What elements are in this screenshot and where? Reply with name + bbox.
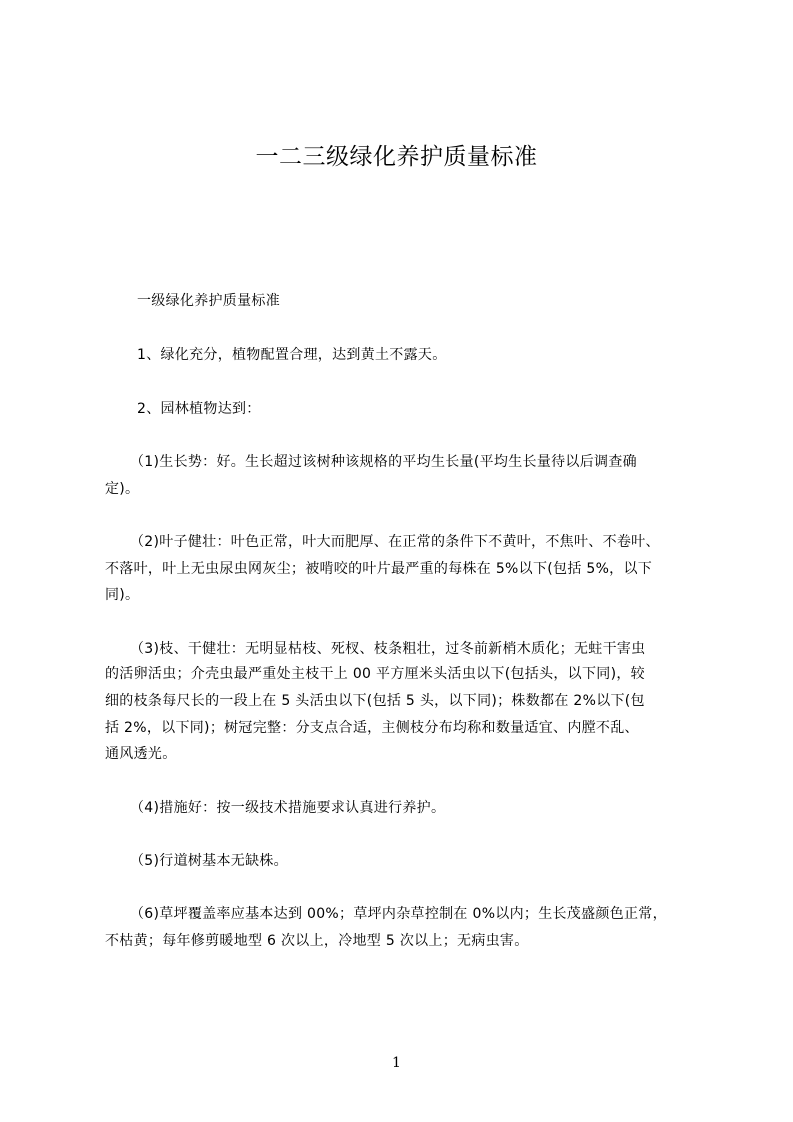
- paragraph-line: （1)生长势：好。生长超过该树种该规格的平均生长量(平均生长量待以后调查确: [130, 454, 637, 470]
- paragraph-line: 的活卵活虫；介壳虫最严重处主枝干上 00 平方厘米头活虫以下(包括头，以下同)，较: [105, 666, 645, 682]
- item-1: 1、绿化充分，植物配置合理，达到黄土不露天。: [137, 347, 447, 363]
- item-2: 2、园林植物达到：: [137, 401, 261, 417]
- paragraph-line: 定)。: [105, 481, 140, 497]
- paragraph-line: 细的枝条每尺长的一段上在 5 头活虫以下(包括 5 头，以下同)；株数都在 2%以下(包: [105, 693, 645, 709]
- paragraph-line: （3)枝、干健壮：无明显枯枝、死杈、枝条粗壮，过冬前新梢木质化；无蛀干害虫: [130, 641, 646, 657]
- paragraph-line: 不落叶，叶上无虫尿虫网灰尘；被啃咬的叶片最严重的每株在 5%以下(包括 5%，以下: [105, 561, 653, 577]
- paragraph-line: （6)草坪覆盖率应基本达到 00%；草坪内杂草控制在 0%以内；生长茂盛颜色正常，: [130, 906, 667, 922]
- paragraph-line: 不枯黄；每年修剪暖地型 6 次以上，冷地型 5 次以上；无病虫害。: [105, 933, 529, 949]
- paragraph-line: 通风透光。: [105, 746, 177, 762]
- page-title: 一二三级绿化养护质量标准: [255, 144, 538, 170]
- paragraph-line: 同)。: [105, 587, 140, 603]
- section-heading: 一级绿化养护质量标准: [137, 293, 280, 309]
- page-number: 1: [392, 1055, 401, 1071]
- paragraph-line: （2)叶子健壮：叶色正常，叶大而肥厚、在正常的条件下不黄叶，不焦叶、不卷叶、: [130, 534, 660, 550]
- paragraph-5: （5)行道树基本无缺株。: [130, 853, 288, 869]
- paragraph-4: （4)措施好：按一级技术措施要求认真进行养护。: [130, 800, 446, 816]
- paragraph-line: 括 2%，以下同)；树冠完整：分支点合适，主侧枝分布均称和数量适宜、内膛不乱、: [105, 720, 639, 736]
